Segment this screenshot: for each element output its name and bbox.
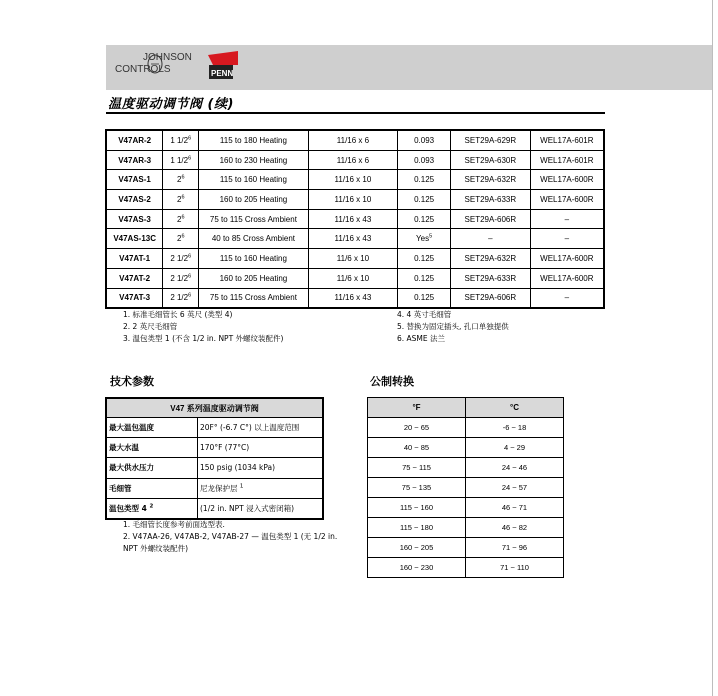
capillary-cell: 11/16 x 43 [308, 229, 398, 249]
spec-key: 最大温包温度 [106, 418, 198, 438]
part-cell: SET29A-630R [450, 150, 530, 170]
range-cell: 115 to 160 Heating [199, 170, 308, 190]
table-row [106, 209, 604, 229]
footnote-marker: 6 [188, 154, 192, 161]
spec-key: 毛细管 [106, 478, 198, 498]
part-cell: WEL17A-600R [530, 170, 604, 190]
page-edge-rule [712, 0, 713, 696]
footnote-marker: 6 [188, 273, 192, 279]
part-cell: SET29A-633R [450, 190, 530, 210]
part-cell: SET29A-632R [450, 249, 530, 269]
capillary-cell: 11/16 x 43 [308, 288, 398, 308]
spec-value: 150 psig (1034 kPa) [198, 458, 324, 478]
spec-value: 170°F (77°C) [198, 438, 324, 458]
table-row [368, 418, 564, 438]
logo-badge-text: PENN [211, 69, 234, 78]
cv-cell: 0.125 [398, 268, 451, 288]
table-row [368, 558, 564, 578]
table-row [106, 498, 323, 519]
footnote-marker: 6 [181, 194, 185, 201]
celsius-cell: -6 ~ 18 [466, 418, 564, 438]
capillary-cell: 11/6 x 10 [308, 249, 398, 269]
part-cell: WEL17A-601R [530, 150, 604, 170]
size-cell: $2^6$ [163, 190, 199, 210]
note-line: 4. 4 英寸毛细管 [397, 310, 452, 319]
table-row [368, 478, 564, 498]
fahrenheit-cell: 160 ~ 230 [368, 558, 466, 578]
model-cell: V47AR-3 [106, 150, 163, 170]
logo-bottom-text: CONTROLS [115, 64, 171, 75]
capillary-cell: 11/16 x 10 [308, 190, 398, 210]
table-row [106, 418, 323, 438]
footnote-marker: 1 [239, 483, 244, 490]
table-row [106, 268, 604, 288]
col-header-fahrenheit: °F [368, 398, 466, 418]
spec-key: 最大供水压力 [106, 458, 198, 478]
tech-heading: 技术参数 [110, 375, 154, 388]
cv-cell: Yes$^5$ [398, 229, 451, 249]
table-row [106, 438, 323, 458]
range-cell: 160 to 205 Heating [199, 190, 308, 210]
col-header-celsius: °C [466, 398, 564, 418]
range-cell: 75 to 115 Cross Ambient [199, 288, 308, 308]
model-cell: V47AS-2 [106, 190, 163, 210]
metric-conversion-table [367, 397, 564, 578]
footnote-marker: 6 [181, 174, 185, 181]
spec-table [105, 397, 324, 520]
capillary-cell: 11/16 x 43 [308, 209, 398, 229]
celsius-cell: 71 ~ 96 [466, 538, 564, 558]
range-cell: 160 to 205 Heating [199, 268, 308, 288]
part-cell: WEL17A-600R [530, 268, 604, 288]
capillary-cell: 11/16 x 6 [308, 150, 398, 170]
table-row [106, 288, 604, 308]
part-cell: – [530, 229, 604, 249]
spec-table-title: V47 系列温度驱动调节阀 [106, 398, 323, 418]
table-row [368, 538, 564, 558]
size-cell: 2 $1/2^6$ [163, 249, 199, 269]
size-cell: 1 $1/2^6$ [163, 130, 199, 150]
range-cell: 115 to 160 Heating [199, 249, 308, 269]
size-cell: 2 $1/2^6$ [163, 268, 199, 288]
note-line: 2. V47AA-26, V47AB-2, V47AB-27 — 温包类型 1 (无 1/2 in. [123, 532, 338, 541]
footnote-marker: 2 [149, 503, 154, 510]
table-row [106, 229, 604, 249]
metric-heading: 公制转换 [370, 375, 414, 388]
fahrenheit-cell: 40 ~ 85 [368, 438, 466, 458]
range-cell: 115 to 180 Heating [199, 130, 308, 150]
table-row [368, 498, 564, 518]
table-row [106, 130, 604, 150]
fahrenheit-cell: 20 ~ 65 [368, 418, 466, 438]
note-line: 2. 2 英尺毛细管 [123, 322, 178, 331]
page-title: 温度驱动调节阀 (续) [108, 97, 234, 112]
table-row [368, 458, 564, 478]
footnote-marker: 6 [181, 233, 185, 240]
cv-cell: 0.125 [398, 190, 451, 210]
celsius-cell: 46 ~ 82 [466, 518, 564, 538]
capillary-cell: 11/16 x 10 [308, 170, 398, 190]
footnote-marker: 6 [188, 292, 192, 299]
size-cell: 1 $1/2^6$ [163, 150, 199, 170]
size-cell: $2^6$ [163, 170, 199, 190]
part-cell: WEL17A-600R [530, 190, 604, 210]
celsius-cell: 24 ~ 46 [466, 458, 564, 478]
part-cell: SET29A-629R [450, 130, 530, 150]
table-notes-left [123, 309, 283, 345]
part-cell: SET29A-633R [450, 268, 530, 288]
spec-notes [123, 519, 337, 555]
model-cell: V47AS-3 [106, 209, 163, 229]
capillary-cell: 11/6 x 10 [308, 268, 398, 288]
table-row [106, 478, 323, 498]
fahrenheit-cell: 75 ~ 115 [368, 458, 466, 478]
fahrenheit-cell: 115 ~ 160 [368, 498, 466, 518]
cv-cell: 0.125 [398, 209, 451, 229]
table-row [106, 458, 323, 478]
spec-value: 尼龙保护层 $^1$ [198, 478, 324, 498]
model-cell: V47AT-1 [106, 249, 163, 269]
part-cell: SET29A-606R [450, 209, 530, 229]
footnote-marker: 6 [181, 213, 185, 220]
table-row [368, 518, 564, 538]
part-cell: SET29A-606R [450, 288, 530, 308]
cv-cell: 0.125 [398, 249, 451, 269]
part-cell: – [450, 229, 530, 249]
table-row [106, 190, 604, 210]
part-cell: – [530, 288, 604, 308]
celsius-cell: 46 ~ 71 [466, 498, 564, 518]
fahrenheit-cell: 75 ~ 135 [368, 478, 466, 498]
fahrenheit-cell: 115 ~ 180 [368, 518, 466, 538]
part-cell: – [530, 209, 604, 229]
capillary-cell: 11/16 x 6 [308, 130, 398, 150]
table-row [106, 249, 604, 269]
part-cell: WEL17A-601R [530, 130, 604, 150]
range-cell: 160 to 230 Heating [199, 150, 308, 170]
cv-cell: 0.125 [398, 170, 451, 190]
model-cell: V47AR-2 [106, 130, 163, 150]
footnote-marker: 5 [429, 233, 433, 240]
part-cell: WEL17A-600R [530, 249, 604, 269]
note-line: 1. 标准毛细管长 6 英尺 (类型 4) [123, 310, 233, 319]
spec-key: 温包类型 4 $^2$ [106, 498, 198, 519]
celsius-cell: 71 ~ 110 [466, 558, 564, 578]
range-cell: 40 to 85 Cross Ambient [199, 229, 308, 249]
table-row [106, 150, 604, 170]
model-cell: V47AS-13C [106, 229, 163, 249]
logo-accent [208, 51, 238, 65]
logo-top-text: JOHNSON [143, 52, 192, 63]
model-cell: V47AT-2 [106, 268, 163, 288]
size-cell: $2^6$ [163, 229, 199, 249]
note-line: NPT 外螺纹装配件) [123, 544, 189, 553]
title-rule [106, 112, 605, 114]
cv-cell: 0.093 [398, 130, 451, 150]
spec-value: (1/2 in. NPT 浸入式密闭箱) [198, 498, 324, 519]
model-cell: V47AS-1 [106, 170, 163, 190]
cv-cell: 0.093 [398, 150, 451, 170]
model-table [105, 129, 605, 309]
table-row [368, 438, 564, 458]
model-cell: V47AT-3 [106, 288, 163, 308]
size-cell: 2 $1/2^6$ [163, 288, 199, 308]
note-line: 6. ASME 法兰 [397, 334, 446, 343]
fahrenheit-cell: 160 ~ 205 [368, 538, 466, 558]
table-row [106, 170, 604, 190]
note-line: 3. 温包类型 1 (不含 1/2 in. NPT 外螺纹装配件) [123, 334, 284, 343]
cv-cell: 0.125 [398, 288, 451, 308]
spec-value: 20F° (-6.7 C°) 以上温度范围 [198, 418, 324, 438]
size-cell: $2^6$ [163, 209, 199, 229]
note-line: 5. 替换为固定插头, 孔口单独提供 [397, 322, 509, 331]
footnote-marker: 6 [188, 253, 192, 260]
note-line: 1. 毛细管长度参考前面选型表. [123, 520, 225, 529]
johnson-controls-penn-logo [113, 47, 243, 85]
table-notes-right [397, 309, 509, 345]
celsius-cell: 24 ~ 57 [466, 478, 564, 498]
spec-key: 最大水温 [106, 438, 198, 458]
celsius-cell: 4 ~ 29 [466, 438, 564, 458]
part-cell: SET29A-632R [450, 170, 530, 190]
range-cell: 75 to 115 Cross Ambient [199, 209, 308, 229]
footnote-marker: 6 [188, 135, 192, 142]
